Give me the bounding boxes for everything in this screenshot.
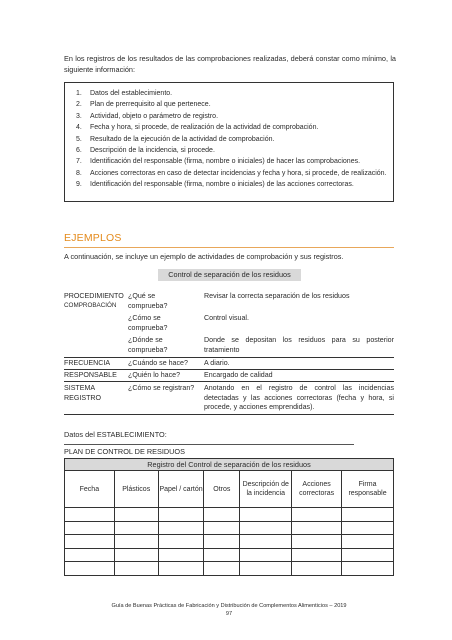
register-cell[interactable] — [342, 562, 394, 576]
question-como: ¿Cómo se comprueba? — [128, 314, 168, 332]
register-cell[interactable] — [240, 562, 292, 576]
requirement-number: 3. — [76, 112, 82, 120]
intro-paragraph: En los registros de los resultados de las comprobaciones realizadas, deberá constar como mínimo, la siguiente información: — [64, 54, 396, 74]
register-column-header: Firma responsable — [342, 471, 394, 508]
register-cell[interactable] — [114, 508, 158, 522]
requirement-text: Plan de prerrequisito al que pertenece. — [90, 101, 211, 109]
requirement-text: Actividad, objeto o parámetro de registro. — [90, 112, 219, 120]
register-empty-row — [65, 535, 394, 549]
lead-paragraph: A continuación, se incluye un ejemplo de actividades de comprobación y sus registros. — [64, 252, 344, 261]
register-cell[interactable] — [65, 521, 115, 535]
requirement-number: 4. — [76, 124, 82, 132]
register-empty-row — [65, 548, 394, 562]
register-cell[interactable] — [158, 562, 204, 576]
register-cell[interactable] — [204, 548, 240, 562]
requirement-text: Acciones correctoras en caso de detectar incidencias y fecha y hora, si procede, de realización. — [90, 169, 387, 177]
register-cell[interactable] — [114, 535, 158, 549]
requirement-item — [76, 145, 388, 156]
requirement-item — [76, 134, 388, 145]
register-cell[interactable] — [342, 521, 394, 535]
page-number: 97 — [225, 610, 233, 617]
register-cell[interactable] — [114, 548, 158, 562]
requirement-number: 8. — [76, 169, 82, 177]
register-cell[interactable] — [114, 521, 158, 535]
register-cell[interactable] — [204, 562, 240, 576]
requirement-item — [76, 122, 388, 133]
row-divider — [64, 369, 394, 370]
requirement-number: 7. — [76, 158, 82, 166]
question-cuando: ¿Cuándo se hace? — [128, 359, 188, 367]
register-cell[interactable] — [204, 508, 240, 522]
requirements-list — [76, 88, 388, 191]
register-cell[interactable] — [204, 521, 240, 535]
register-cell[interactable] — [240, 548, 292, 562]
page-footer — [64, 603, 394, 618]
register-cell[interactable] — [292, 562, 342, 576]
register-cell[interactable] — [158, 535, 204, 549]
requirement-item — [76, 156, 388, 167]
register-title: Registro del Control de separación de los residuos — [65, 459, 394, 471]
datos-establecimiento-label: Datos del ESTABLECIMIENTO: — [64, 430, 167, 439]
requirement-text: Fecha y hora, si procede, de realización de la actividad de comprobación. — [90, 124, 319, 132]
question-registran: ¿Cómo se registran? — [128, 384, 195, 392]
register-empty-row — [65, 562, 394, 576]
answer-registran: Anotando en el registro de control las incidencias detectadas y las acciones correctoras (fecha y hora, si procede, y acciones emprendidas). — [204, 384, 394, 412]
requirement-number: 2. — [76, 101, 82, 109]
register-cell[interactable] — [292, 535, 342, 549]
register-cell[interactable] — [292, 508, 342, 522]
frecuencia-label: FRECUENCIA — [64, 359, 111, 367]
comprobacion-label: COMPROBACIÓN — [64, 302, 117, 309]
register-cell[interactable] — [65, 562, 115, 576]
footer-guide-title: Guía de Buenas Prácticas de Fabricación y Distribución de Complementos Alimenticios – 2019 — [111, 603, 347, 609]
responsable-label: RESPONSABLE — [64, 371, 117, 379]
register-cell[interactable] — [65, 508, 115, 522]
requirement-text: Datos del establecimiento. — [90, 90, 173, 97]
datos-fill-line — [64, 444, 354, 445]
register-cell[interactable] — [342, 508, 394, 522]
answer-cuando: A diario. — [204, 359, 230, 367]
answer-que: Revisar la correcta separación de los residuos — [204, 292, 350, 300]
requirement-number: 9. — [76, 181, 82, 189]
plan-label: PLAN DE CONTROL DE RESIDUOS — [64, 447, 185, 456]
requirement-item — [76, 111, 388, 122]
answer-como: Control visual. — [204, 314, 249, 322]
register-column-header: Descripción de la incidencia — [240, 471, 292, 508]
row-divider — [64, 357, 394, 358]
register-cell[interactable] — [342, 535, 394, 549]
requirement-item — [76, 179, 388, 190]
register-column-header: Acciones correctoras — [292, 471, 342, 508]
register-header-row — [65, 471, 394, 508]
section-heading: EJEMPLOS — [64, 232, 122, 244]
register-column-header: Fecha — [65, 471, 115, 508]
register-cell[interactable] — [240, 521, 292, 535]
sistema-label: SISTEMA REGISTRO — [64, 384, 102, 402]
requirement-item — [76, 99, 388, 110]
register-cell[interactable] — [292, 521, 342, 535]
register-cell[interactable] — [158, 521, 204, 535]
requirement-number: 5. — [76, 135, 82, 143]
requirement-text: Descripción de la incidencia, si procede. — [90, 147, 215, 155]
register-column-header: Plásticos — [114, 471, 158, 508]
procedimiento-label: PROCEDIMIENTO — [64, 292, 124, 300]
control-title: Control de separación de los residuos — [158, 269, 301, 281]
register-cell[interactable] — [292, 548, 342, 562]
register-cell[interactable] — [158, 508, 204, 522]
register-column-header: Otros — [204, 471, 240, 508]
register-cell[interactable] — [65, 548, 115, 562]
heading-divider — [64, 247, 394, 248]
register-cell[interactable] — [114, 562, 158, 576]
requirement-text: Identificación del responsable (firma, nombre o iniciales) de las acciones correctoras. — [90, 181, 354, 189]
register-cell[interactable] — [204, 535, 240, 549]
requirement-number: 6. — [76, 147, 82, 155]
register-empty-row — [65, 521, 394, 535]
question-que: ¿Qué se comprueba? — [128, 292, 168, 310]
requirement-text: Resultado de la ejecución de la actividad de comprobación. — [90, 135, 275, 143]
row-divider — [64, 381, 394, 382]
requirement-number: 1. — [76, 90, 82, 97]
register-cell[interactable] — [240, 508, 292, 522]
answer-quien: Encargado de calidad — [204, 371, 273, 379]
register-cell[interactable] — [158, 548, 204, 562]
register-column-header: Papel / cartón — [158, 471, 204, 508]
requirement-item — [76, 88, 388, 99]
answer-donde: Donde se depositan los residuos para su posterior tratamiento — [204, 336, 394, 354]
requirements-box — [64, 82, 394, 202]
register-cell[interactable] — [342, 548, 394, 562]
register-empty-row — [65, 508, 394, 522]
register-cell[interactable] — [65, 535, 115, 549]
register-cell[interactable] — [240, 535, 292, 549]
row-divider — [64, 414, 394, 415]
register-table — [64, 458, 394, 576]
question-donde: ¿Dónde se comprueba? — [128, 336, 168, 354]
requirement-text: Identificación del responsable (firma, nombre o iniciales) de hacer las comprobaciones. — [90, 158, 361, 166]
question-quien: ¿Quién lo hace? — [128, 371, 181, 379]
requirement-item — [76, 168, 388, 179]
